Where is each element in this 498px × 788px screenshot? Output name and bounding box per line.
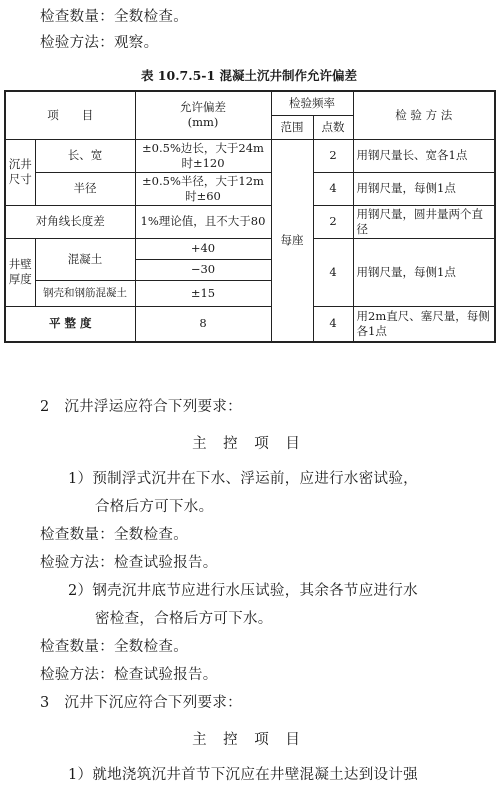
- header-tolerance: [135, 91, 271, 139]
- row-item: 对角线长度差: [5, 205, 135, 238]
- row-item: 平 整 度: [5, 306, 135, 342]
- main-control-heading-b: 主 控 项 目: [192, 732, 306, 748]
- table-row: [5, 139, 495, 172]
- row-tolerance: ±0.5%半径，大于12m时±60: [135, 172, 271, 205]
- row-tolerance: ±15: [135, 280, 271, 306]
- group-wall-cell: 井壁厚度: [5, 238, 35, 306]
- header-tolerance-unit: (mm): [187, 115, 219, 130]
- inspect-method-text: 检验方法：观察。: [40, 35, 159, 51]
- inspect-qty-text: 检查数量：全数检查。: [40, 9, 188, 25]
- row-tolerance: 8: [135, 306, 271, 342]
- header-method: 检 验 方 法: [353, 91, 495, 139]
- table-row: [5, 172, 495, 205]
- group-size-cell: 沉井尺寸: [5, 139, 35, 205]
- inspect-method-text-3: 检验方法：检查试验报告。: [40, 667, 218, 683]
- row-item: 钢壳和钢筋混凝土: [35, 280, 135, 306]
- row-method: 用钢尺量，每侧1点: [353, 238, 495, 306]
- inspect-qty-text-2: 检查数量：全数检查。: [40, 527, 188, 543]
- row-method: 用钢尺量长、宽各1点: [353, 139, 495, 172]
- row-points: 2: [313, 139, 353, 172]
- row-method: 用2m直尺、塞尺量，每侧各1点: [353, 306, 495, 342]
- row-tolerance: −30: [135, 259, 271, 280]
- item-1-line-1: 1）预制浮式沉井在下水、浮运前，应进行水密试验，: [68, 471, 418, 487]
- item-1-line-2: 合格后方可下水。: [95, 499, 214, 515]
- header-scope: 范围: [271, 115, 313, 139]
- row-points: 4: [313, 306, 353, 342]
- item-2-line-1: 2）钢壳沉井底节应进行水压试验，其余各节应进行水: [68, 583, 418, 599]
- row-item: 半径: [35, 172, 135, 205]
- tolerance-table: [4, 90, 496, 343]
- table-caption: 表 10.7.5-1 混凝土沉井制作允许偏差: [140, 68, 358, 83]
- table-header-row: [5, 91, 495, 115]
- row-points: 4: [313, 238, 353, 306]
- section-2-title: 2 沉井浮运应符合下列要求：: [40, 399, 242, 415]
- row-points: 4: [313, 172, 353, 205]
- row-method: 用钢尺量，圆井量两个直径: [353, 205, 495, 238]
- header-points: 点数: [313, 115, 353, 139]
- section-3-title: 3 沉井下沉应符合下列要求：: [40, 695, 242, 711]
- row-tolerance: ±0.5%边长，大于24m时±120: [135, 139, 271, 172]
- item-3-line-1: 1）就地浇筑沉井首节下沉应在井壁混凝土达到设计强: [68, 767, 418, 783]
- table-row: [5, 306, 495, 342]
- header-tolerance-label: 允许偏差: [180, 100, 226, 115]
- row-item: 混凝土: [35, 238, 135, 280]
- scope-cell: 每座: [271, 139, 313, 342]
- table-row: [5, 205, 495, 238]
- inspect-method-text-2: 检验方法：检查试验报告。: [40, 555, 218, 571]
- row-item: 长、宽: [35, 139, 135, 172]
- row-points: 2: [313, 205, 353, 238]
- table-row: [5, 238, 495, 259]
- header-item: 项 目: [5, 91, 135, 139]
- inspect-qty-text-3: 检查数量：全数检查。: [40, 639, 188, 655]
- item-2-line-2: 密检查，合格后方可下水。: [95, 611, 273, 627]
- row-tolerance: +40: [135, 238, 271, 259]
- row-method: 用钢尺量，每侧1点: [353, 172, 495, 205]
- main-control-heading-a: 主 控 项 目: [192, 436, 306, 452]
- row-tolerance: 1%理论值，且不大于80: [135, 205, 271, 238]
- header-frequency: 检验频率: [271, 91, 353, 115]
